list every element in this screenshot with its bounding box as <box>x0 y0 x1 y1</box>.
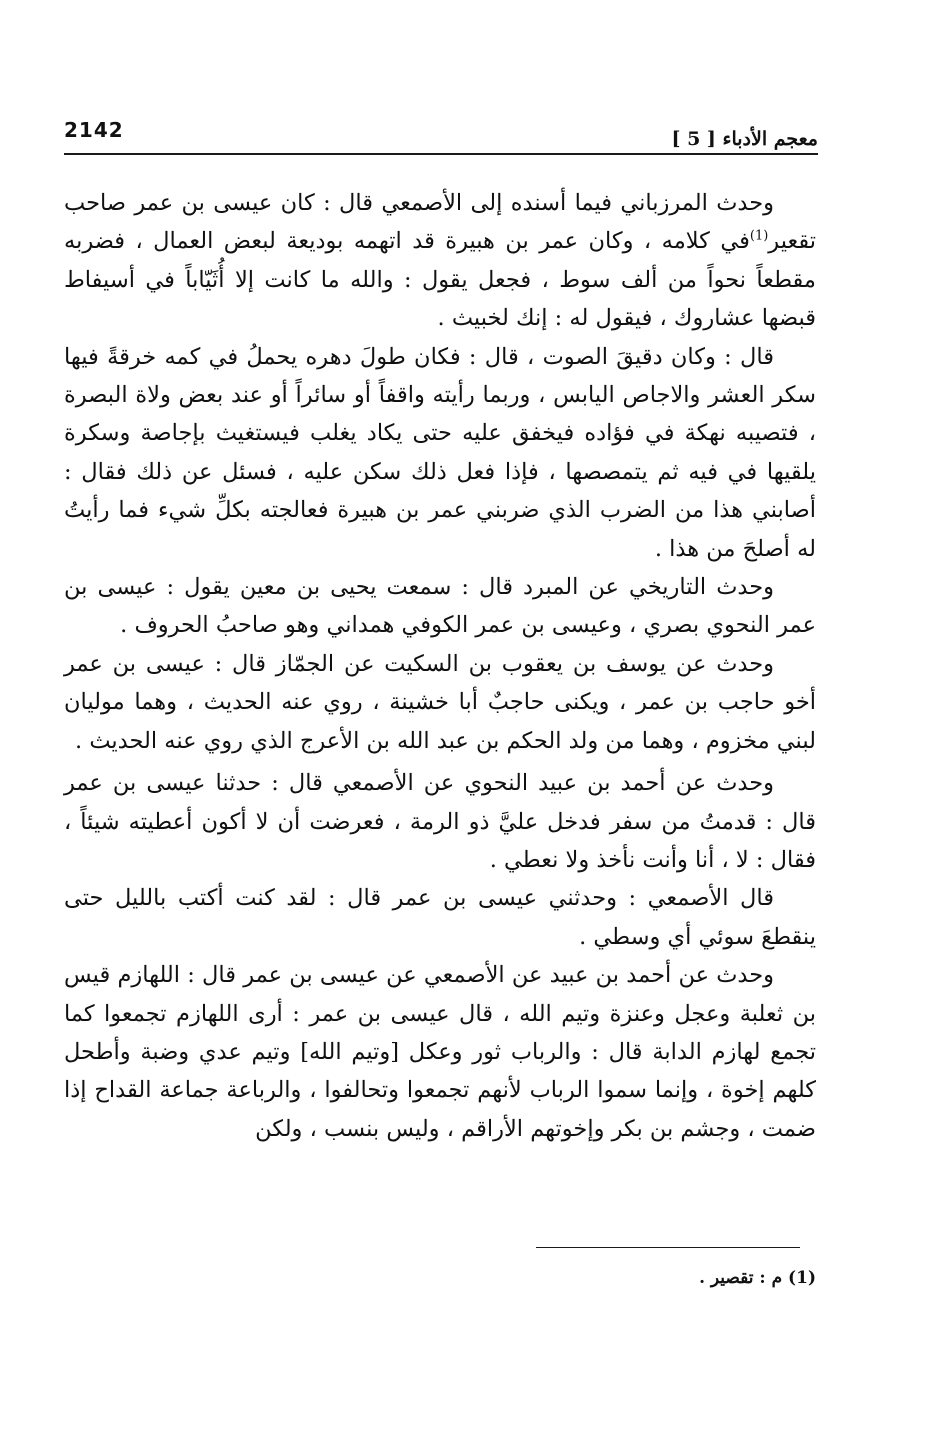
paragraph: قال الأصمعي : وحدثني عيسى بن عمر قال : لقد كنت أكتب بالليل حتى ينقطعَ سوئي أي وسطي . <box>64 885 816 950</box>
paragraph: وحدث عن أحمد بن عبيد النحوي عن الأصمعي قال : حدثنا عيسى بن عمر قال : قدمتُ من سفر فدخل عليَّ ذو الرمة ، فعرضت أن لا أكون أعطيته شيئاً ، فقال : لا ، أنا وأنت نأخذ ولا نعطي . <box>64 770 816 873</box>
running-head <box>64 118 818 158</box>
paragraph-text: وحدث المرزباني فيما أسنده إلى الأصمعي قال : كان عيسى بن عمر صاحب تقعير <box>64 190 816 255</box>
paragraph: وحدث عن يوسف بن يعقوب بن السكيت عن الجمّاز قال : عيسى بن عمر أخو حاجب بن عمر ، ويكنى حاجبٌ أبا خشينة ، روي عنه الحديث ، وهما موليان لبني مخزوم ، وهما من ولد الحكم بن عبد الله بن الأعرج الذي روي عنه الحديث . <box>64 650 816 754</box>
footnote: (1) م : تقصير . <box>699 1268 816 1288</box>
page-number: 2142 <box>64 118 124 142</box>
paragraph: وحدث عن أحمد بن عبيد عن الأصمعي عن عيسى بن عمر قال : اللهازم قيس بن ثعلبة وعجل وعنزة وتيم الله ، قال عيسى بن عمر : أرى اللهازم تجمعوا كما تجمع لهازم الدابة قال : والرباب ثور وعكل [وتيم الله] وتيم عدي وضبة وأطحل كلهم إخوة ، وإنما سموا الرباب لأنهم تجمعوا وتحالفوا ، والرباعة جماعة القداح إذا ضمت ، وجشم بن بكر وإخوتهم الأراقم ، وليس بنسب ، ولكن <box>64 962 816 1142</box>
header-rule <box>64 153 818 155</box>
paragraph: قال : وكان دقيقَ الصوت ، قال : فكان طولَ دهره يحملُ في كمه خرقةً فيها سكر العشر والاجاص اليابس ، وربما رأيته واقفاً أو سائراً أو عند بعض ولاة البصرة ، فتصيبه نهكة في فؤاده فيخفق عليه حتى يكاد يغلب فيستغيث بإجاصة وسكرة يلقيها في فيه ثم يتمصصها ، فإذا فعل ذلك سكن عليه ، فسئل عن ذلك فقال : أصابني هذا من الضرب الذي ضربني عمر بن هبيرة فعالجته بكلِّ شيء فما رأيتُ له أصلحَ من هذا . <box>64 343 816 562</box>
paragraph <box>64 184 816 338</box>
book-title: معجم الأدباء [ 5 ] <box>671 128 818 150</box>
footnote-rule <box>536 1247 800 1248</box>
paragraph: وحدث التاريخي عن المبرد قال : سمعت يحيى بن معين يقول : عيسى بن عمر النحوي بصري ، وعيسى بن عمر الكوفي همداني وهو صاحبُ الحروف . <box>64 574 816 639</box>
footnote-reference: (1) <box>749 228 769 244</box>
paragraph-text: في كلامه ، وكان عمر بن هبيرة قد اتهمه بوديعة لبعض العمال ، فضربه مقطعاً نحواً من ألف سوط ، فجعل يقول : والله ما كانت إلا أُثَيّاباً في أسيفاط قبضها عشاروك ، فيقول له : إنك لخبيث . <box>64 228 816 332</box>
body-text <box>64 184 816 1148</box>
